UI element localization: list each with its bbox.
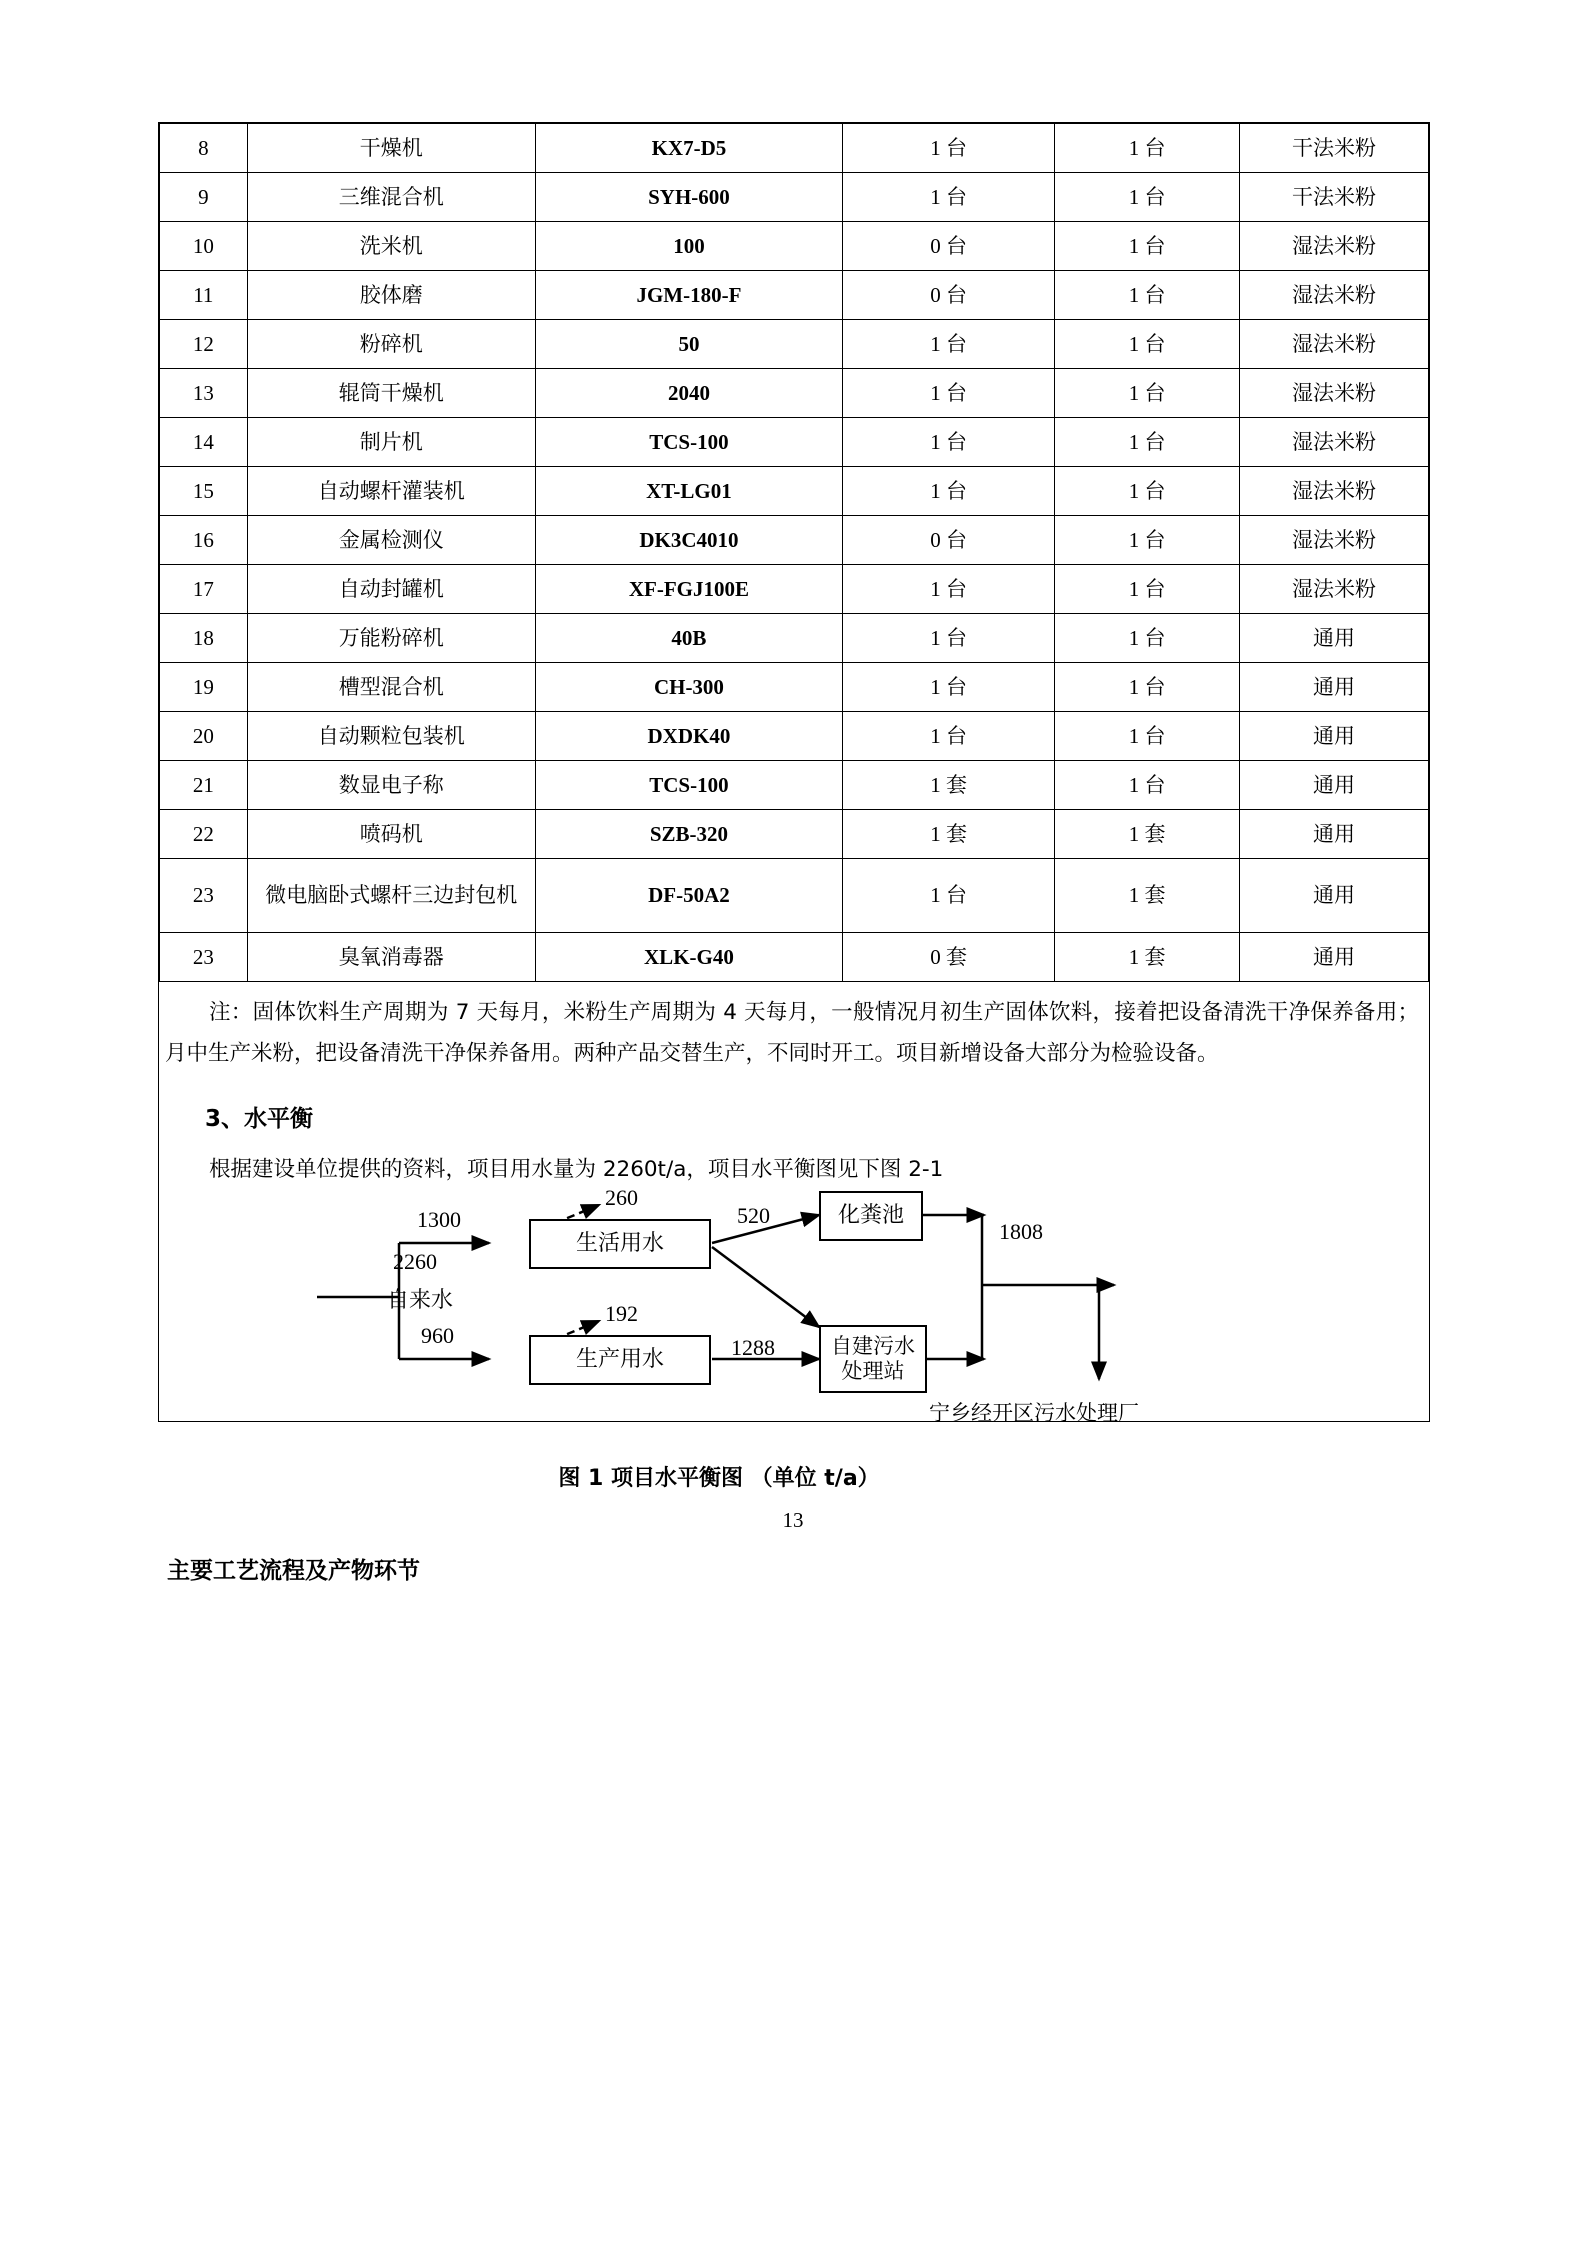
section-paragraph-water-balance: 根据建设单位提供的资料，项目用水量为 2260t/a，项目水平衡图见下图 2-1	[209, 1157, 944, 1182]
equipment-table	[159, 123, 1429, 982]
cell-num: 18	[160, 614, 248, 663]
cell-use: 通用	[1240, 712, 1429, 761]
cell-num: 19	[160, 663, 248, 712]
cell-name: 喷码机	[247, 810, 535, 859]
cell-num: 11	[160, 271, 248, 320]
cell-use: 通用	[1240, 663, 1429, 712]
cell-qty2: 1 台	[1055, 222, 1240, 271]
cell-name: 槽型混合机	[247, 663, 535, 712]
cell-qty2: 1 台	[1055, 761, 1240, 810]
production-out-value: 1288	[731, 1335, 775, 1360]
cell-model: XF-FGJ100E	[535, 565, 842, 614]
cell-qty1: 1 台	[843, 124, 1055, 173]
table-note-text: 注：固体饮料生产周期为 7 天每月，米粉生产周期为 4 天每月，一般情况月初生产固体饮料，接着把设备清洗干净保养备用；月中生产米粉，把设备清洗干净保养备用。两种产品交替生产，不同时开工。项目新增设备大部分为检验设备。	[165, 1000, 1419, 1066]
cell-qty2: 1 台	[1055, 663, 1240, 712]
cell-name: 三维混合机	[247, 173, 535, 222]
cell-use: 湿法米粉	[1240, 516, 1429, 565]
cell-qty1: 1 台	[843, 565, 1055, 614]
table-row	[160, 859, 1429, 933]
cell-qty2: 1 台	[1055, 124, 1240, 173]
cell-model: 50	[535, 320, 842, 369]
cell-name: 辊筒干燥机	[247, 369, 535, 418]
production-loss-value: 192	[605, 1301, 638, 1326]
cell-qty1: 0 套	[843, 933, 1055, 982]
cell-model: TCS-100	[535, 761, 842, 810]
cell-name: 数显电子称	[247, 761, 535, 810]
section-heading-water-balance: 3、水平衡	[205, 1106, 314, 1132]
cell-name: 微电脑卧式螺杆三边封包机	[247, 859, 535, 933]
table-note	[159, 992, 1429, 1074]
cell-qty2: 1 套	[1055, 933, 1240, 982]
table-row	[160, 516, 1429, 565]
cell-name: 粉碎机	[247, 320, 535, 369]
cell-model: DK3C4010	[535, 516, 842, 565]
cell-name: 胶体磨	[247, 271, 535, 320]
cell-qty2: 1 台	[1055, 516, 1240, 565]
cell-qty2: 1 台	[1055, 565, 1240, 614]
cell-use: 湿法米粉	[1240, 565, 1429, 614]
cell-num: 22	[160, 810, 248, 859]
cell-use: 通用	[1240, 761, 1429, 810]
source-label: 自来水	[387, 1288, 454, 1313]
cell-qty2: 1 台	[1055, 418, 1240, 467]
cell-use: 通用	[1240, 933, 1429, 982]
table-row	[160, 467, 1429, 516]
destination-label: 宁乡经开区污水处理厂	[929, 1401, 1139, 1425]
septic-tank-box: 化粪池	[819, 1191, 923, 1241]
cell-num: 16	[160, 516, 248, 565]
cell-use: 湿法米粉	[1240, 271, 1429, 320]
cell-qty1: 1 台	[843, 663, 1055, 712]
cell-model: XLK-G40	[535, 933, 842, 982]
table-row	[160, 222, 1429, 271]
domestic-loss-value: 260	[605, 1185, 638, 1210]
cell-use: 通用	[1240, 810, 1429, 859]
subsection-heading: 主要工艺流程及产物环节	[167, 1558, 420, 1584]
cell-name: 制片机	[247, 418, 535, 467]
table-row	[160, 124, 1429, 173]
cell-model: SYH-600	[535, 173, 842, 222]
cell-num: 14	[160, 418, 248, 467]
table-row	[160, 810, 1429, 859]
table-row	[160, 320, 1429, 369]
cell-qty1: 1 套	[843, 761, 1055, 810]
cell-qty1: 1 台	[843, 418, 1055, 467]
cell-model: KX7-D5	[535, 124, 842, 173]
cell-use: 湿法米粉	[1240, 467, 1429, 516]
cell-qty2: 1 台	[1055, 369, 1240, 418]
cell-num: 20	[160, 712, 248, 761]
figure-caption: 图 1 项目水平衡图 （单位 t/a）	[558, 1466, 880, 1491]
cell-num: 15	[160, 467, 248, 516]
cell-name: 自动颗粒包装机	[247, 712, 535, 761]
page-number: 13	[782, 1508, 804, 1532]
cell-name: 万能粉碎机	[247, 614, 535, 663]
cell-qty2: 1 台	[1055, 173, 1240, 222]
cell-model: 100	[535, 222, 842, 271]
cell-qty1: 1 台	[843, 320, 1055, 369]
page-content	[159, 123, 1429, 1585]
cell-name: 臭氧消毒器	[247, 933, 535, 982]
cell-qty2: 1 台	[1055, 712, 1240, 761]
table-row	[160, 369, 1429, 418]
branch-domestic-value: 1300	[417, 1207, 461, 1232]
cell-qty2: 1 台	[1055, 271, 1240, 320]
cell-qty2: 1 套	[1055, 859, 1240, 933]
cell-model: CH-300	[535, 663, 842, 712]
cell-num: 17	[160, 565, 248, 614]
source-value: 2260	[393, 1249, 437, 1274]
cell-use: 干法米粉	[1240, 173, 1429, 222]
cell-use: 通用	[1240, 614, 1429, 663]
cell-name: 自动螺杆灌装机	[247, 467, 535, 516]
table-row	[160, 173, 1429, 222]
cell-num: 12	[160, 320, 248, 369]
cell-model: SZB-320	[535, 810, 842, 859]
cell-qty1: 1 台	[843, 369, 1055, 418]
wastewater-station-box	[819, 1325, 927, 1393]
production-water-box: 生产用水	[529, 1335, 711, 1385]
branch-production-value: 960	[421, 1323, 454, 1348]
cell-use: 湿法米粉	[1240, 222, 1429, 271]
cell-model: 2040	[535, 369, 842, 418]
cell-qty1: 1 台	[843, 173, 1055, 222]
table-row	[160, 418, 1429, 467]
cell-qty1: 0 台	[843, 516, 1055, 565]
cell-model: XT-LG01	[535, 467, 842, 516]
cell-qty2: 1 台	[1055, 320, 1240, 369]
cell-use: 湿法米粉	[1240, 369, 1429, 418]
water-balance-arrows	[159, 1197, 1429, 1457]
cell-use: 通用	[1240, 859, 1429, 933]
cell-qty1: 0 台	[843, 271, 1055, 320]
cell-qty1: 1 台	[843, 859, 1055, 933]
cell-num: 10	[160, 222, 248, 271]
cell-num: 8	[160, 124, 248, 173]
cell-model: DXDK40	[535, 712, 842, 761]
cell-qty1: 0 台	[843, 222, 1055, 271]
table-row	[160, 933, 1429, 982]
cell-name: 金属检测仪	[247, 516, 535, 565]
cell-qty1: 1 台	[843, 467, 1055, 516]
cell-num: 13	[160, 369, 248, 418]
cell-num: 9	[160, 173, 248, 222]
cell-qty2: 1 台	[1055, 467, 1240, 516]
cell-qty1: 1 套	[843, 810, 1055, 859]
cell-num: 21	[160, 761, 248, 810]
cell-use: 干法米粉	[1240, 124, 1429, 173]
cell-qty2: 1 套	[1055, 810, 1240, 859]
table-row	[160, 712, 1429, 761]
water-balance-diagram	[159, 1185, 1429, 1457]
domestic-water-box: 生活用水	[529, 1219, 711, 1269]
cell-model: TCS-100	[535, 418, 842, 467]
cell-use: 湿法米粉	[1240, 418, 1429, 467]
wastewater-station-label: 自建污水 处理站	[831, 1333, 915, 1383]
equipment-table-body	[160, 124, 1429, 982]
cell-qty2: 1 台	[1055, 614, 1240, 663]
cell-name: 干燥机	[247, 124, 535, 173]
cell-model: 40B	[535, 614, 842, 663]
cell-num: 23	[160, 933, 248, 982]
total-out-value: 1808	[999, 1219, 1043, 1244]
cell-name: 自动封罐机	[247, 565, 535, 614]
table-row	[160, 663, 1429, 712]
table-row	[160, 565, 1429, 614]
table-row	[160, 614, 1429, 663]
cell-num: 23	[160, 859, 248, 933]
table-row	[160, 271, 1429, 320]
cell-use: 湿法米粉	[1240, 320, 1429, 369]
cell-model: DF-50A2	[535, 859, 842, 933]
table-row	[160, 761, 1429, 810]
cell-qty1: 1 台	[843, 614, 1055, 663]
cell-model: JGM-180-F	[535, 271, 842, 320]
cell-qty1: 1 台	[843, 712, 1055, 761]
cell-name: 洗米机	[247, 222, 535, 271]
domestic-out-value: 520	[737, 1203, 770, 1228]
